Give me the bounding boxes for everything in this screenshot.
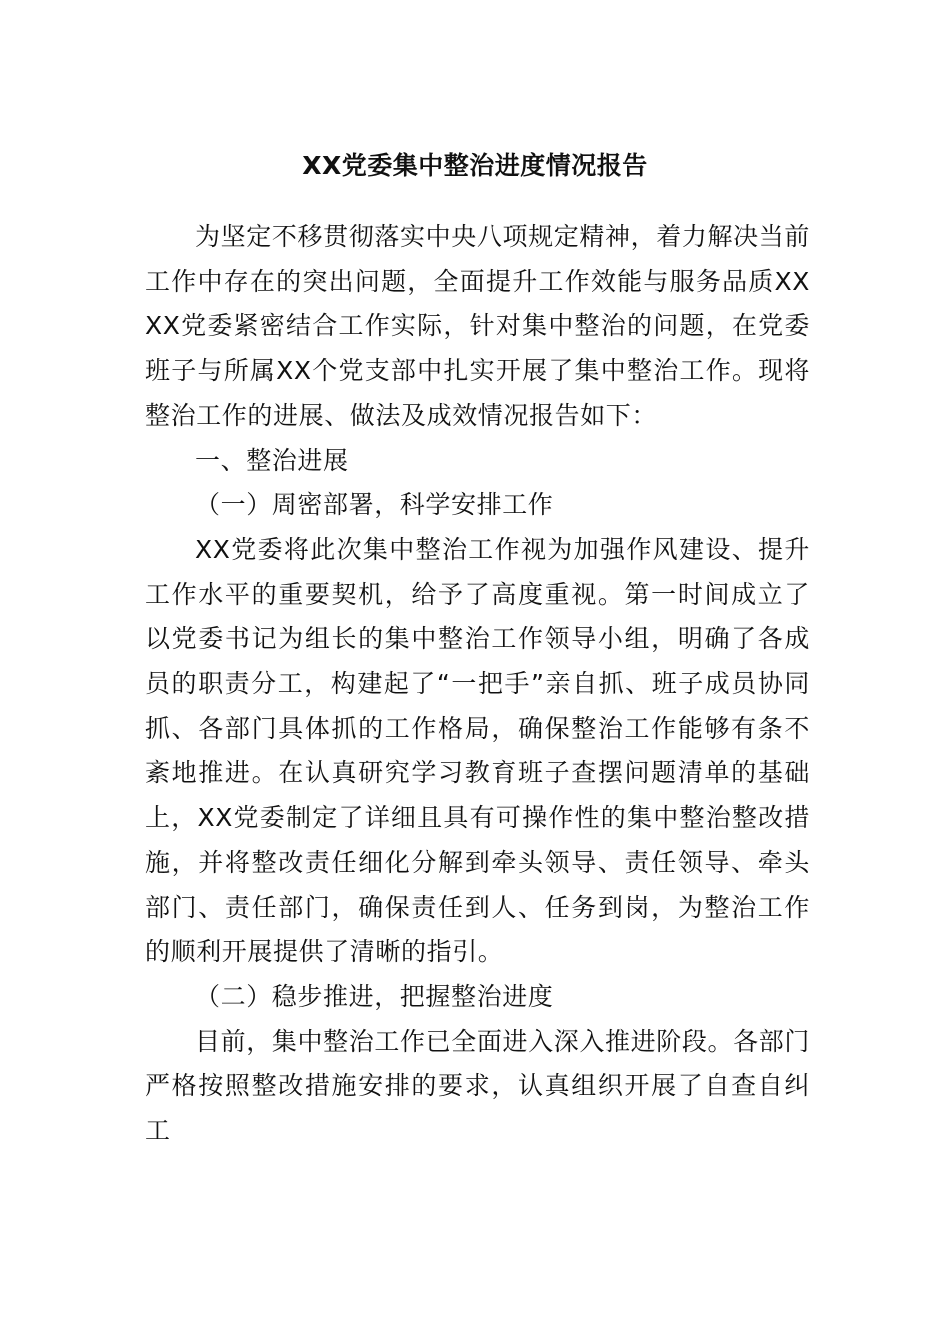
- deployment-paragraph: XX党委将此次集中整治工作视为加强作风建设、提升工作水平的重要契机，给予了高度重视。第一时间成立了以党委书记为组长的集中整治工作领导小组，明确了各成员的职责分工，构建起了“一把手”亲自抓、班子成员协同抓、各部门具体抓的工作格局，确保整治工作能够有条不紊地推进。在认真研究学习教育班子查摆问题清单的基础上，XX党委制定了详细且具有可操作性的集中整治整改措施，并将整改责任细化分解到牵头领导、责任领导、牵头部门、责任部门，确保责任到人、任务到岗，为整治工作的顺利开展提供了清晰的指引。: [145, 534, 810, 967]
- subsection-heading-deployment: （一）周密部署，科学安排工作: [195, 490, 554, 520]
- intro-paragraph: 为坚定不移贯彻落实中央八项规定精神，着力解决当前工作中存在的突出问题，全面提升工作效能与服务品质XXXX党委紧密结合工作实际，针对集中整治的问题，在党委班子与所属XX个党支部中扎实开展了集中整治工作。现将整治工作的进展、做法及成效情况报告如下：: [145, 222, 810, 430]
- document-body: [145, 215, 810, 1154]
- advance-paragraph: 目前，集中整治工作已全面进入深入推进阶段。各部门严格按照整改措施安排的要求，认真组织开展了自查自纠工: [145, 1026, 810, 1146]
- section-heading-progress: 一、整治进展: [195, 445, 349, 475]
- subsection-heading-advance: （二）稳步推进，把握整治进度: [195, 981, 554, 1011]
- document-title: XX党委集中整治进度情况报告: [302, 151, 648, 180]
